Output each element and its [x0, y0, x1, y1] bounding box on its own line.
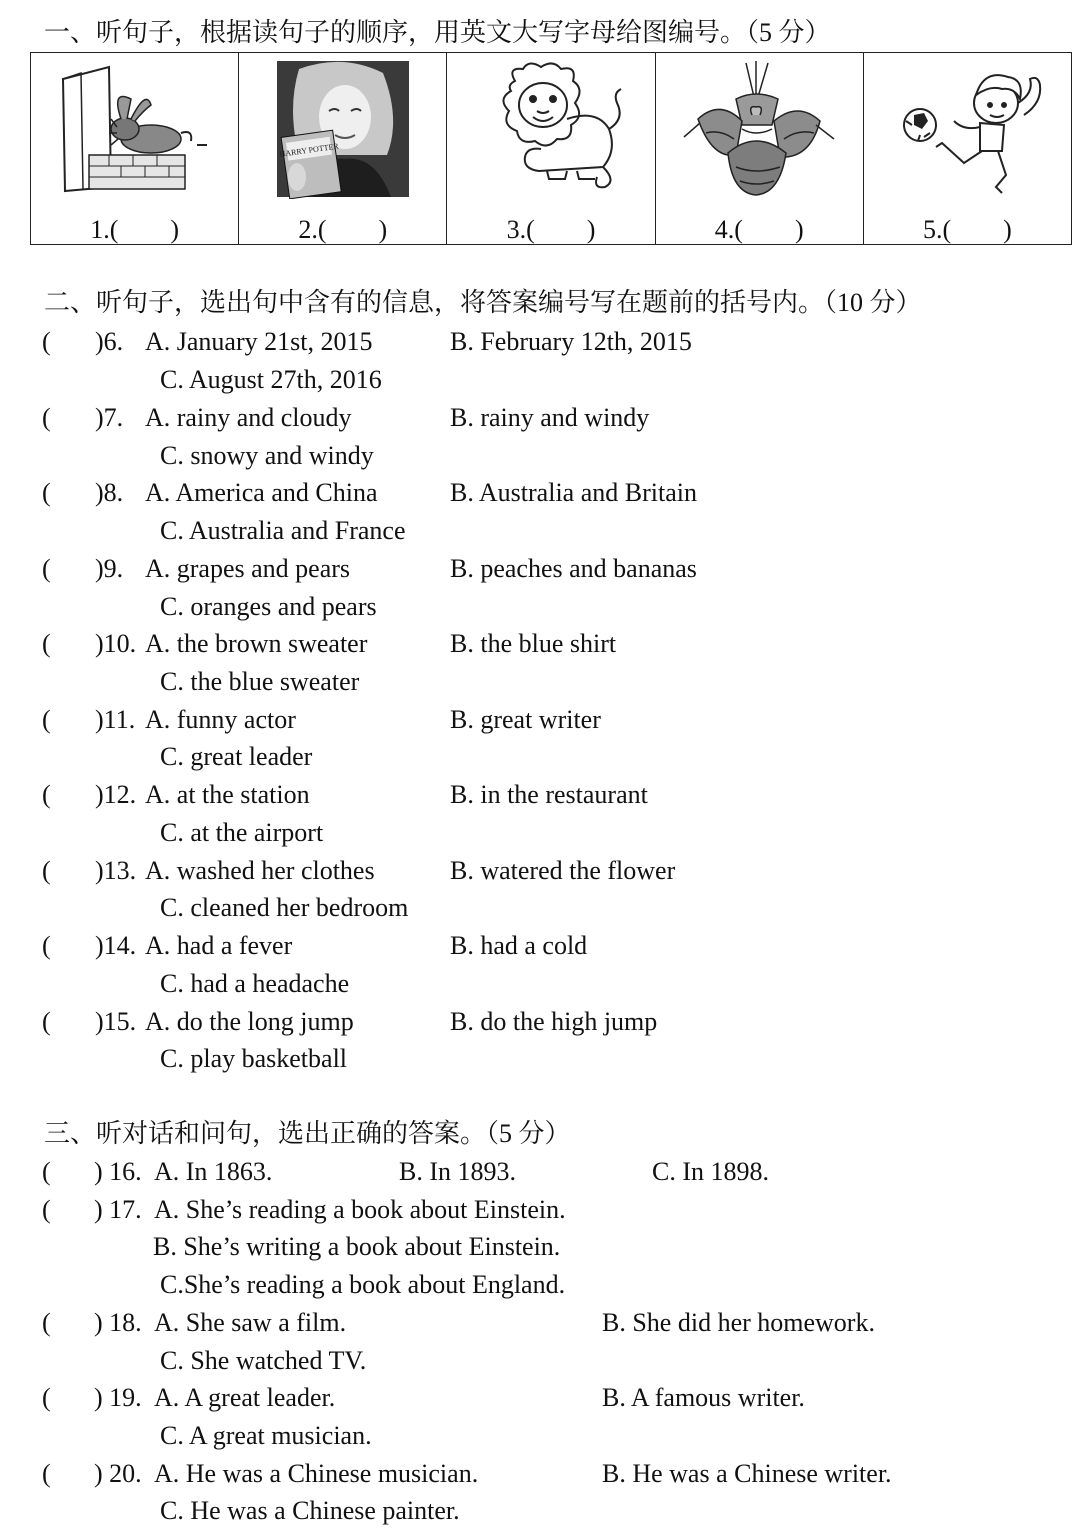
q8-option-b: B. Australia and Britain — [450, 478, 697, 507]
picture-table — [30, 52, 1072, 245]
boy-football-icon — [884, 59, 1052, 199]
picture-number-5: 5.( ) — [923, 215, 1012, 244]
q19-option-b: B. A famous writer. — [602, 1383, 805, 1412]
q6-paren: ( — [42, 327, 51, 356]
woman-book-icon — [259, 59, 427, 199]
picture-cell-2 — [239, 53, 447, 244]
q10-option-a: A. the brown sweater — [145, 629, 368, 658]
q15-option-b: B. do the high jump — [450, 1007, 658, 1036]
q16-option-a: A. In 1863. — [154, 1157, 273, 1186]
q20-paren: ( — [42, 1459, 51, 1488]
q7-paren: ( — [42, 403, 51, 432]
q6-option-a: A. January 21st, 2015 — [145, 327, 373, 356]
q20-option-a: A. He was a Chinese musician. — [154, 1459, 479, 1488]
picture-number-3: 3.( ) — [506, 215, 596, 244]
q12-option-c: C. at the airport — [160, 818, 324, 847]
section1-title: 一、听句子，根据读句子的顺序，用英文大写字母给图编号。（5 分） — [44, 18, 831, 47]
q11-option-c: C. great leader — [160, 742, 313, 771]
q8-number: )8. — [95, 478, 124, 507]
q19-option-a: A. A great leader. — [154, 1383, 336, 1412]
q20-number: ) 20. — [94, 1459, 142, 1488]
q11-option-a: A. funny actor — [145, 705, 296, 734]
q15-option-a: A. do the long jump — [145, 1007, 354, 1036]
q16-paren: ( — [42, 1157, 51, 1186]
q12-option-a: A. at the station — [145, 780, 310, 809]
q14-option-b: B. had a cold — [450, 931, 588, 960]
q12-paren: ( — [42, 780, 51, 809]
q7-option-a: A. rainy and cloudy — [145, 403, 352, 432]
q19-paren: ( — [42, 1383, 51, 1412]
q12-number: )12. — [95, 780, 137, 809]
q13-option-c: C. cleaned her bedroom — [160, 893, 409, 922]
q17-option-a: A. She’s reading a book about Einstein. — [154, 1195, 566, 1224]
q17-option-b: B. She’s writing a book about Einstein. — [153, 1232, 561, 1261]
q9-option-c: C. oranges and pears — [160, 592, 377, 621]
q17-paren: ( — [42, 1195, 51, 1224]
q11-number: )11. — [95, 705, 136, 734]
q6-option-b: B. February 12th, 2015 — [450, 327, 692, 356]
q14-number: )14. — [95, 931, 137, 960]
picture-number-2: 2.( ) — [298, 215, 388, 244]
q14-option-a: A. had a fever — [145, 931, 293, 960]
q13-option-a: A. washed her clothes — [145, 856, 375, 885]
section2-title: 二、听句子，选出句中含有的信息，将答案编号写在题前的括号内。（10 分） — [44, 288, 922, 317]
q19-number: ) 19. — [94, 1383, 142, 1412]
rabbit-wall-icon — [51, 59, 219, 199]
q12-option-b: B. in the restaurant — [450, 780, 648, 809]
q9-option-a: A. grapes and pears — [145, 554, 351, 583]
q13-option-b: B. watered the flower — [450, 856, 676, 885]
q14-option-c: C. had a headache — [160, 969, 350, 998]
picture-cell-4 — [656, 53, 864, 244]
q9-option-b: B. peaches and bananas — [450, 554, 697, 583]
q18-paren: ( — [42, 1308, 51, 1337]
section3-title: 三、听对话和问句，选出正确的答案。（5 分） — [44, 1119, 571, 1148]
q18-option-c: C. She watched TV. — [160, 1346, 367, 1375]
q16-number: ) 16. — [94, 1157, 142, 1186]
q7-option-c: C. snowy and windy — [160, 441, 374, 470]
q13-paren: ( — [42, 856, 51, 885]
q10-number: )10. — [95, 629, 137, 658]
picture-cell-5 — [864, 53, 1071, 244]
q8-option-a: A. America and China — [145, 478, 378, 507]
q17-option-c: C.She’s reading a book about England. — [160, 1270, 566, 1299]
q19-option-c: C. A great musician. — [160, 1421, 372, 1450]
q9-paren: ( — [42, 554, 51, 583]
q6-number: )6. — [95, 327, 124, 356]
q8-option-c: C. Australia and France — [160, 516, 406, 545]
picture-number-4: 4.( ) — [714, 215, 804, 244]
q20-option-b: B. He was a Chinese writer. — [602, 1459, 892, 1488]
q15-paren: ( — [42, 1007, 51, 1036]
picture-cell-1 — [31, 53, 239, 244]
q10-option-c: C. the blue sweater — [160, 667, 360, 696]
q9-number: )9. — [95, 554, 124, 583]
book-cover-text: HARRY POTTER — [279, 141, 340, 159]
q18-option-a: A. She saw a film. — [154, 1308, 347, 1337]
q7-number: )7. — [95, 403, 124, 432]
q10-option-b: B. the blue shirt — [450, 629, 617, 658]
q11-option-b: B. great writer — [450, 705, 601, 734]
q7-option-b: B. rainy and windy — [450, 403, 650, 432]
q18-number: ) 18. — [94, 1308, 142, 1337]
q17-number: ) 17. — [94, 1195, 142, 1224]
q8-paren: ( — [42, 478, 51, 507]
q13-number: )13. — [95, 856, 137, 885]
q15-number: )15. — [95, 1007, 137, 1036]
q10-paren: ( — [42, 629, 51, 658]
q16-option-c: C. In 1898. — [652, 1157, 769, 1186]
q15-option-c: C. play basketball — [160, 1044, 348, 1073]
picture-cell-3 — [447, 53, 655, 244]
q20-option-c: C. He was a Chinese painter. — [160, 1496, 460, 1525]
q11-paren: ( — [42, 705, 51, 734]
q16-option-b: B. In 1893. — [399, 1157, 516, 1186]
zongzi-icon — [676, 59, 844, 199]
q18-option-b: B. She did her homework. — [602, 1308, 875, 1337]
q14-paren: ( — [42, 931, 51, 960]
lion-icon — [467, 59, 635, 199]
q6-option-c: C. August 27th, 2016 — [160, 365, 382, 394]
picture-number-1: 1.( ) — [90, 215, 180, 244]
